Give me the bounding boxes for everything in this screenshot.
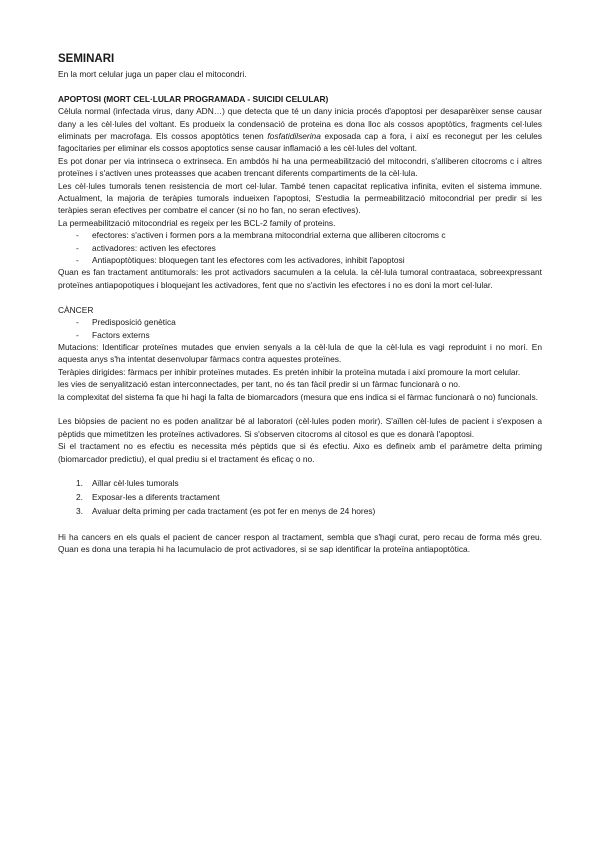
biopsies-paragraph-2: Si el tractament no es efectiu es necessita més pèptids que si és efectiu. Aixo es defineix amb el paràmetre delta priming (biomarcador predictiu), el qual prediu si el tractament és eficaç o no. (58, 441, 542, 464)
apoptosi-paragraph-3: Les cèl·lules tumorals tenen resistencia de mort cel·lular. També tenen capacitat replicativa infinita, eviten el sistema immune. Actualment, la majoria de teràpies tumorals indueixen l'apoptosi, S'estudia la permeabilització mitocondrial per predir si les teràpies seran efectives per combatre el cancer (si no ho fan, no seran efectives). (58, 180, 542, 216)
page-title: SEMINARI (58, 53, 115, 65)
apoptosi-paragraph-1: Cèlula normal (infectada virus, dany ADN…) que detecta que té un dany inicia procés d'apoptosi per desaparèixer sense causar dany a les cèl·lules del voltant. Es produeix la condensació de proteina es dona lloc als cossos apoptòtics, fragments cel·lules eliminats per macrofaga. Els cossos apoptòtics tenen fosfatidilserina exposada cap a fora, i així es reconegut per les celules fagocitaries per eliminar els cossos apoptotics sense causar inflamació a les cèl·lules del voltant. (58, 106, 542, 154)
list-item: 2. Exposar-les a diferents tractament (76, 491, 220, 502)
cancer-paragraph-2: Teràpies dirigides: fàrmacs per inhibir proteïnes mutades. Es pretén inhibir la proteïna mutada i així promoure la mort celular. (58, 366, 521, 377)
final-paragraph: Hi ha cancers en els quals el pacient de cancer respon al tractament, sembla que s'hagi curat, pero recau de forma més greu. Quan es dona una terapia hi ha lacumulacio de prot activadores, si se sap identificar la proteïna antiapoptòtica. (58, 531, 542, 554)
cancer-paragraph-1: Mutacions: Identificar proteïnes mutades que envien senyals a la cèl·lula de que la cèl·lula es vagi reproduint i no morí. En aquesta anys s'ha intentat desenvolupar fàrmacs contra aquestes proteïnes. (58, 341, 542, 365)
list-item: - activadores: activen les efectores (58, 242, 542, 254)
apoptosi-paragraph-4: La permeabilització mitocondrial es regeix per les BCL-2 family of proteins. (58, 217, 336, 228)
list-item: - Antiapoptòtiques: bloquegen tant les efectores com les activadores, inhibit l'apoptosi (58, 254, 542, 266)
cancer-paragraph-3: les vies de senyalització estan interconnectades, per tant, no és tan fàcil predir si un fàrmac funcionarà o no. (58, 379, 461, 390)
cancer-heading: CÀNCER (58, 304, 94, 315)
steps-list (58, 477, 542, 518)
document-content (58, 52, 542, 555)
list-item: 3. Avaluar delta priming per cada tractament (es pot fer en menys de 24 hores) (76, 505, 376, 516)
list-item: 1. Aïllar cèl·lules tumorals (76, 478, 179, 489)
apoptosi-heading: APOPTOSI (MORT CEL·LULAR PROGRAMADA - SUICIDI CELULAR) (58, 93, 329, 104)
apoptosi-paragraph-2: Es pot donar per via intrinseca o extrinseca. En ambdós hi ha una permeabilització del mitocondri, s'alliberen citocroms c i altres proteïnes i s'activen unes proteasses que acaben trencant diferents compartiments de la cèl·lula. (58, 155, 542, 179)
cancer-paragraph-4: la complexitat del sistema fa que hi hagi la falta de biomarcadors (mesura que ens indica si el fàrmac funcionarà o no) funcionals. (58, 391, 538, 402)
biopsies-paragraph-1: Les biòpsies de pacient no es poden analitzar bé al laboratori (cèl·lules poden morir). S'aïllen cèl·lules de pacient i s'exposen a pèptids que mimetitzen les proteïnes activadores. Si s'observen citocroms al citosol es que es donarà l'apoptosi. (58, 416, 542, 439)
apoptosi-paragraph-5: Quan es fan tractament antitumorals: les prot activadors sacumulen a la celula. la cèl·lula tumoral contraataca, sobreexpressant proteïnes antiapopotiques i bloquejant les activadores, fent que no s'activin les efectores i no es doni la mort cel·lular. (58, 267, 542, 290)
list-item: - efectores: s'activen i formen pors a la membrana mitocondrial externa que alliberen citocroms c (58, 229, 542, 241)
list-item: - Factors externs (58, 329, 542, 341)
cancer-list (58, 316, 542, 341)
list-item: - Predisposició genètica (58, 316, 542, 328)
intro-text: En la mort celular juga un paper clau el mitocondri. (58, 69, 247, 79)
bcl2-list (58, 229, 542, 266)
